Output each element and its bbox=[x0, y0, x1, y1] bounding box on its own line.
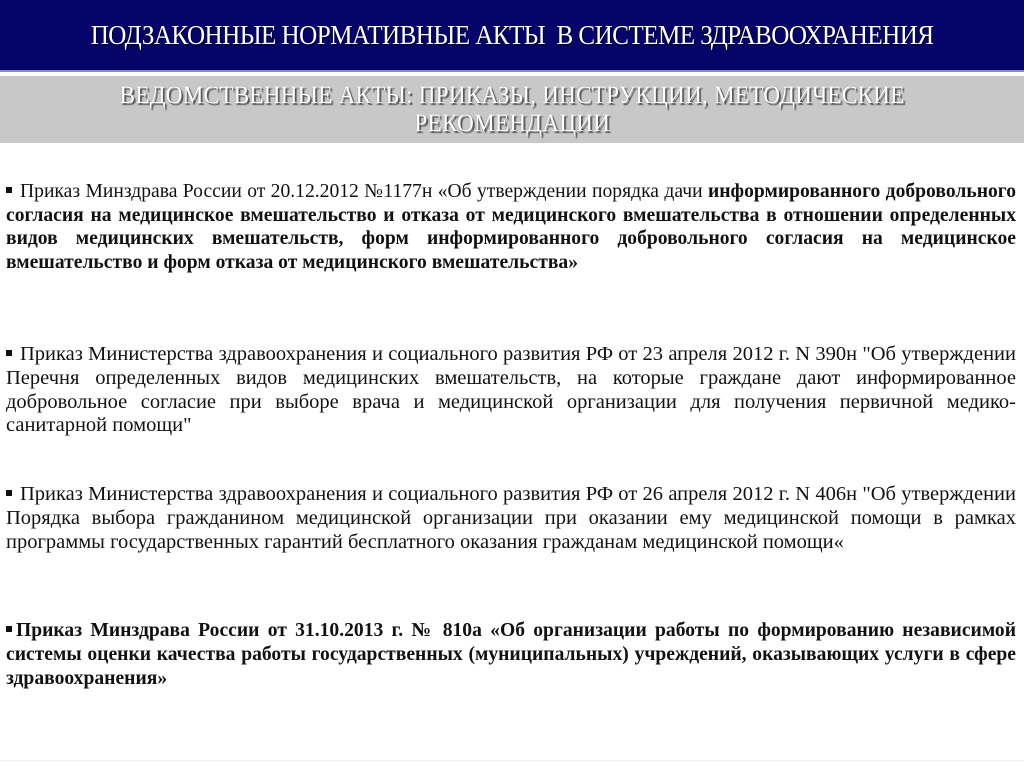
square-bullet-icon bbox=[6, 490, 12, 496]
item-text: Приказ Министерства здравоохранения и социального развития РФ от 23 апреля 2012 г. N 390н "Об утверждении Перечня определенных видов медицинских вмешательств, на которые граждане дают информированное добровольное согласие при выборе врача и медицинской организации для получения первичной медико-санитарной помощи" bbox=[6, 343, 1016, 437]
list-item bbox=[6, 483, 1016, 554]
item-bold-text: информированного добровольного согласия на медицинское вмешательство и отказа от медицинского вмешательства в отношении определенных видов медицинских вмешательств, форм информированного добровольного согласия на медицинское вмешательство и форм отказа от медицинского вмешательства» bbox=[6, 181, 1017, 273]
item-regular-text: Приказ Минздрава России от 20.12.2012 №1177н «Об утверждении порядка дачи bbox=[20, 181, 708, 202]
subtitle-line-2: РЕКОМЕНДАЦИИ bbox=[414, 109, 610, 137]
list-item bbox=[6, 180, 1016, 274]
item-bold-text: Приказ Минздрава России от 31.10.2013 г. № 810а «Об организации работы по формированию независимой системы оценки качества работы государственных (муниципальных) учреждений, оказывающих услуги в сфере здравоохранения» bbox=[6, 620, 1016, 689]
subtitle-band bbox=[0, 76, 1024, 143]
bottom-divider bbox=[0, 760, 1024, 761]
slide-title-bar bbox=[0, 0, 1024, 70]
square-bullet-icon bbox=[6, 350, 12, 356]
square-bullet-icon bbox=[6, 626, 12, 632]
list-item bbox=[6, 619, 1016, 691]
title-divider bbox=[0, 70, 1024, 72]
square-bullet-icon bbox=[6, 187, 12, 193]
subtitle-line-1: ВЕДОМСТВЕННЫЕ АКТЫ: ПРИКАЗЫ, ИНСТРУКЦИИ, МЕТОДИЧЕСКИЕ bbox=[119, 81, 905, 109]
item-text: Приказ Министерства здравоохранения и социального развития РФ от 26 апреля 2012 г. N 406н "Об утверждении Порядка выбора гражданином медицинской организации при оказании ему медицинской помощи в рамках программы государственных гарантий бесплатного оказания гражданам медицинской помощи« bbox=[6, 483, 1016, 553]
slide-title: ПОДЗАКОННЫЕ НОРМАТИВНЫЕ АКТЫ В СИСТЕМЕ ЗДРАВООХРАНЕНИЯ bbox=[90, 19, 934, 50]
list-item bbox=[6, 343, 1016, 438]
